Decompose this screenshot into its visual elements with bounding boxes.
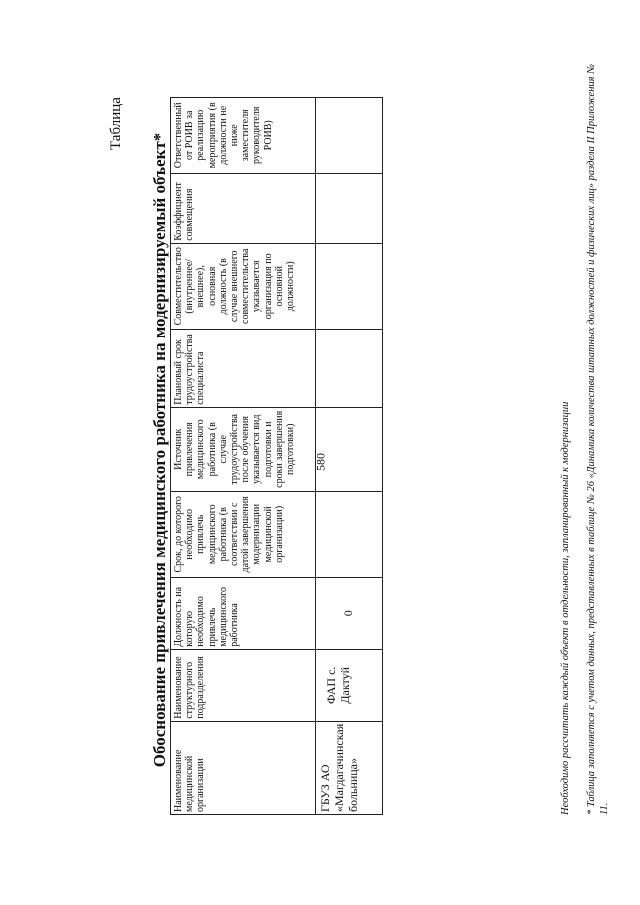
cell-organization: ГБУЗ АО «Магдагачинская больница» — [316, 721, 383, 814]
table-row — [316, 97, 383, 814]
cell-unit: ФАП с. Дактуй — [316, 649, 383, 721]
page-number: 580 — [313, 453, 328, 471]
header-coefficient: Коэффициент совмещения — [171, 173, 316, 243]
staffing-justification-table — [170, 97, 383, 815]
header-deadline: Срок, до которого необходимо привлечь медицинского работника (в соответствии с датой завершения модернизации медицинской организации) — [171, 491, 316, 577]
table-header-row — [171, 97, 316, 814]
table-caption: Таблица — [108, 97, 124, 150]
cell-responsible — [316, 97, 383, 173]
header-responsible: Ответственный от РОИВ за реализацию мероприятия (в должности не ниже заместителя руководителя РОИВ) — [171, 97, 316, 173]
header-organization: Наименование медицинской организации — [171, 721, 316, 814]
cell-source — [313, 407, 383, 491]
cell-planned-date — [316, 329, 383, 407]
document-title: Обоснование привлечения медицинского работника на модернизируемый объект* — [150, 132, 169, 768]
header-unit: Наименование структурного подразделения — [171, 649, 316, 721]
cell-position: 0 — [316, 577, 383, 649]
header-combination: Совместительство (внутреннее/внешнее), основная должность (в случае внешнего совместительства указывается организация по основной должности) — [171, 243, 316, 329]
cell-coefficient — [316, 173, 383, 243]
header-position: Должность на которую необходимо привлечь медицинского работника — [171, 577, 316, 649]
header-source: Источник привлечения медицинского работника (в случае трудоустройства после обучения указывается вид подготовки и сроки завершения подготовки) — [171, 407, 316, 491]
footnote-each-object: Необходимо рассчитать каждый объект в отдельности, запланированный к модернизации — [560, 401, 571, 815]
cell-deadline — [316, 491, 383, 577]
footnote-table-source: * Таблица заполняется с учетом данных, представленных в таблице № 26 «Динамика количества штатных должностей и физических лиц» раздела II Приложения № 11. — [586, 63, 610, 815]
cell-combination — [316, 243, 383, 329]
header-planned-date: Плановый срок трудоустройства специалиста — [171, 329, 316, 407]
